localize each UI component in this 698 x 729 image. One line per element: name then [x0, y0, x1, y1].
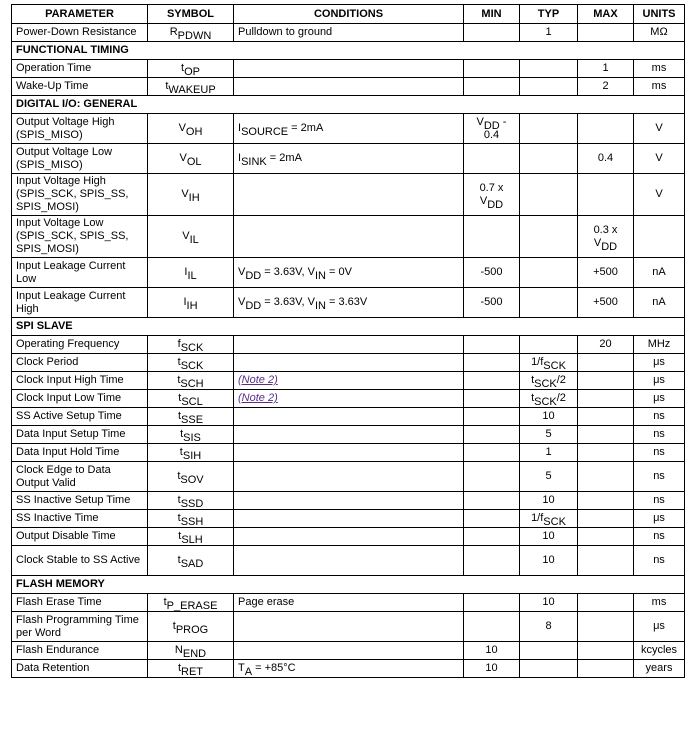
max-cell — [578, 492, 634, 510]
header-row — [12, 5, 685, 24]
typ-cell: 10 — [520, 546, 578, 576]
table-row — [12, 426, 685, 444]
symbol-cell: $t_{SCK}$ — [148, 354, 234, 372]
conditions-cell — [234, 408, 464, 426]
units-cell: V — [634, 114, 685, 144]
units-cell: nA — [634, 288, 685, 318]
conditions-cell — [234, 60, 464, 78]
typ-cell — [520, 144, 578, 174]
param-cell: Data Input Setup Time — [12, 426, 148, 444]
typ-cell: 10 — [520, 492, 578, 510]
max-cell — [578, 114, 634, 144]
symbol-cell: $V_{IH}$ — [148, 174, 234, 216]
param-cell: Operation Time — [12, 60, 148, 78]
table-row — [12, 528, 685, 546]
units-cell: ns — [634, 408, 685, 426]
min-cell: 10 — [464, 642, 520, 660]
max-cell — [578, 408, 634, 426]
units-cell: ms — [634, 594, 685, 612]
symbol-cell: $t_{OP}$ — [148, 60, 234, 78]
units-cell: μs — [634, 510, 685, 528]
param-cell: SS Active Setup Time — [12, 408, 148, 426]
typ-cell — [520, 174, 578, 216]
param-cell: Data Input Hold Time — [12, 444, 148, 462]
symbol-cell: $t_{SAD}$ — [148, 546, 234, 576]
max-cell — [578, 510, 634, 528]
symbol-cell: $t_{SCL}$ — [148, 390, 234, 408]
conditions-cell — [234, 390, 464, 408]
table-row — [12, 336, 685, 354]
typ-cell: $t_{SCK}/2$ — [520, 390, 578, 408]
units-cell: ns — [634, 462, 685, 492]
min-cell — [464, 144, 520, 174]
param-cell: Flash Programming Time per Word — [12, 612, 148, 642]
typ-cell — [520, 60, 578, 78]
symbol-cell: $I_{IH}$ — [148, 288, 234, 318]
table-row — [12, 288, 685, 318]
conditions-cell: $I_{SINK} = 2mA$ — [234, 144, 464, 174]
table-row — [12, 408, 685, 426]
units-cell: MΩ — [634, 24, 685, 42]
typ-cell — [520, 642, 578, 660]
max-cell — [578, 174, 634, 216]
max-cell — [578, 612, 634, 642]
max-cell — [578, 528, 634, 546]
max-cell: +500 — [578, 288, 634, 318]
units-cell — [634, 216, 685, 258]
units-cell: ms — [634, 60, 685, 78]
max-cell — [578, 24, 634, 42]
units-cell: MHz — [634, 336, 685, 354]
conditions-cell — [234, 462, 464, 492]
conditions-cell — [234, 174, 464, 216]
table-row — [12, 354, 685, 372]
conditions-cell — [234, 78, 464, 96]
typ-cell — [520, 336, 578, 354]
param-cell: Input Voltage Low (SPIS_SCK, SPIS_SS, SPIS_MOSI) — [12, 216, 148, 258]
param-cell: Output Voltage High (SPIS_MISO) — [12, 114, 148, 144]
min-cell — [464, 24, 520, 42]
units-cell: ns — [634, 492, 685, 510]
typ-cell: $1/f_{SCK}$ — [520, 510, 578, 528]
units-cell: μs — [634, 354, 685, 372]
symbol-cell: $R_{PDWN}$ — [148, 24, 234, 42]
symbol-cell: $t_{SIS}$ — [148, 426, 234, 444]
min-cell — [464, 492, 520, 510]
typ-cell: 10 — [520, 408, 578, 426]
max-cell: 1 — [578, 60, 634, 78]
conditions-cell — [234, 546, 464, 576]
conditions-cell — [234, 336, 464, 354]
conditions-cell — [234, 426, 464, 444]
typ-cell: 5 — [520, 462, 578, 492]
units-cell: ns — [634, 444, 685, 462]
note-2-link[interactable]: (Note 2) — [238, 392, 278, 404]
param-cell: Operating Frequency — [12, 336, 148, 354]
max-cell — [578, 372, 634, 390]
max-cell — [578, 354, 634, 372]
param-cell: Flash Endurance — [12, 642, 148, 660]
min-cell — [464, 390, 520, 408]
symbol-cell: $V_{OL}$ — [148, 144, 234, 174]
param-cell: Output Disable Time — [12, 528, 148, 546]
max-cell — [578, 462, 634, 492]
min-cell — [464, 372, 520, 390]
units-cell: ns — [634, 528, 685, 546]
param-cell: Input Leakage Current Low — [12, 258, 148, 288]
table-row — [12, 174, 685, 216]
min-cell — [464, 546, 520, 576]
conditions-cell — [234, 492, 464, 510]
header-typ: TYP — [520, 5, 578, 24]
typ-cell: $t_{SCK}/2$ — [520, 372, 578, 390]
min-cell — [464, 594, 520, 612]
typ-cell — [520, 114, 578, 144]
symbol-cell: $V_{OH}$ — [148, 114, 234, 144]
header-parameter: PARAMETER — [12, 5, 148, 24]
min-cell: 0.7 x $V_{DD}$ — [464, 174, 520, 216]
param-cell: Flash Erase Time — [12, 594, 148, 612]
section-row — [12, 576, 685, 594]
symbol-cell: $f_{SCK}$ — [148, 336, 234, 354]
header-units: UNITS — [634, 5, 685, 24]
symbol-cell: $t_{SSH}$ — [148, 510, 234, 528]
table-row — [12, 372, 685, 390]
param-cell: Clock Input High Time — [12, 372, 148, 390]
max-cell — [578, 390, 634, 408]
max-cell: +500 — [578, 258, 634, 288]
conditions-cell — [234, 354, 464, 372]
table-row — [12, 24, 685, 42]
section-heading: FLASH MEMORY — [12, 576, 685, 594]
conditions-cell: Page erase — [234, 594, 464, 612]
note-2-link[interactable]: (Note 2) — [238, 374, 278, 386]
min-cell: $V_{DD}$ - 0.4 — [464, 114, 520, 144]
typ-cell — [520, 78, 578, 96]
min-cell — [464, 354, 520, 372]
conditions-cell: Pulldown to ground — [234, 24, 464, 42]
symbol-cell: $t_{SLH}$ — [148, 528, 234, 546]
typ-cell: 10 — [520, 528, 578, 546]
conditions-cell — [234, 612, 464, 642]
units-cell: years — [634, 660, 685, 678]
spec-table — [11, 4, 685, 678]
table-row — [12, 642, 685, 660]
symbol-cell: $t_{P\_ERASE}$ — [148, 594, 234, 612]
param-cell: SS Inactive Setup Time — [12, 492, 148, 510]
typ-cell — [520, 288, 578, 318]
max-cell — [578, 444, 634, 462]
section-heading: FUNCTIONAL TIMING — [12, 42, 685, 60]
table-row — [12, 390, 685, 408]
units-cell: ns — [634, 426, 685, 444]
param-cell: Wake-Up Time — [12, 78, 148, 96]
conditions-cell — [234, 642, 464, 660]
param-cell: Clock Period — [12, 354, 148, 372]
table-row — [12, 594, 685, 612]
table-row — [12, 660, 685, 678]
param-cell: Output Voltage Low (SPIS_MISO) — [12, 144, 148, 174]
symbol-cell: $t_{PROG}$ — [148, 612, 234, 642]
table-row — [12, 612, 685, 642]
max-cell — [578, 660, 634, 678]
conditions-cell: $I_{SOURCE} = 2mA$ — [234, 114, 464, 144]
header-conditions: CONDITIONS — [234, 5, 464, 24]
header-symbol: SYMBOL — [148, 5, 234, 24]
max-cell — [578, 642, 634, 660]
min-cell — [464, 78, 520, 96]
min-cell: -500 — [464, 288, 520, 318]
min-cell — [464, 510, 520, 528]
min-cell — [464, 528, 520, 546]
units-cell: kcycles — [634, 642, 685, 660]
typ-cell — [520, 660, 578, 678]
units-cell: μs — [634, 390, 685, 408]
min-cell — [464, 444, 520, 462]
table-row — [12, 510, 685, 528]
symbol-cell: $t_{SSE}$ — [148, 408, 234, 426]
symbol-cell: $t_{SCH}$ — [148, 372, 234, 390]
symbol-cell: $V_{IL}$ — [148, 216, 234, 258]
table-row — [12, 462, 685, 492]
max-cell — [578, 426, 634, 444]
param-cell: Clock Edge to Data Output Valid — [12, 462, 148, 492]
section-row — [12, 318, 685, 336]
max-cell: 0.4 — [578, 144, 634, 174]
param-cell: Input Leakage Current High — [12, 288, 148, 318]
conditions-cell — [234, 444, 464, 462]
min-cell — [464, 336, 520, 354]
table-row — [12, 216, 685, 258]
max-cell: 2 — [578, 78, 634, 96]
max-cell: 20 — [578, 336, 634, 354]
typ-cell: 10 — [520, 594, 578, 612]
units-cell: ms — [634, 78, 685, 96]
symbol-cell: $t_{RET}$ — [148, 660, 234, 678]
param-cell: Power-Down Resistance — [12, 24, 148, 42]
param-cell: Data Retention — [12, 660, 148, 678]
units-cell: μs — [634, 612, 685, 642]
min-cell — [464, 612, 520, 642]
table-row — [12, 492, 685, 510]
section-row — [12, 42, 685, 60]
symbol-cell: $N_{END}$ — [148, 642, 234, 660]
conditions-cell — [234, 510, 464, 528]
param-cell: SS Inactive Time — [12, 510, 148, 528]
table-row — [12, 546, 685, 576]
units-cell: V — [634, 144, 685, 174]
units-cell: V — [634, 174, 685, 216]
min-cell — [464, 60, 520, 78]
min-cell — [464, 462, 520, 492]
units-cell: μs — [634, 372, 685, 390]
symbol-cell: $I_{IL}$ — [148, 258, 234, 288]
symbol-cell: $t_{WAKEUP}$ — [148, 78, 234, 96]
table-row — [12, 60, 685, 78]
section-heading: DIGITAL I/O: GENERAL — [12, 96, 685, 114]
section-heading: SPI SLAVE — [12, 318, 685, 336]
typ-cell: 8 — [520, 612, 578, 642]
param-cell: Clock Input Low Time — [12, 390, 148, 408]
section-row — [12, 96, 685, 114]
max-cell — [578, 546, 634, 576]
table-row — [12, 114, 685, 144]
table-row — [12, 78, 685, 96]
min-cell — [464, 426, 520, 444]
conditions-cell — [234, 372, 464, 390]
units-cell: nA — [634, 258, 685, 288]
typ-cell: $1/f_{SCK}$ — [520, 354, 578, 372]
conditions-cell — [234, 528, 464, 546]
typ-cell — [520, 216, 578, 258]
table-row — [12, 444, 685, 462]
typ-cell — [520, 258, 578, 288]
header-min: MIN — [464, 5, 520, 24]
min-cell — [464, 216, 520, 258]
conditions-cell: $V_{DD} = 3.63V$, $V_{IN} = 3.63V$ — [234, 288, 464, 318]
min-cell — [464, 408, 520, 426]
min-cell: -500 — [464, 258, 520, 288]
param-cell: Clock Stable to SS Active — [12, 546, 148, 576]
min-cell: 10 — [464, 660, 520, 678]
typ-cell: 1 — [520, 444, 578, 462]
symbol-cell: $t_{SIH}$ — [148, 444, 234, 462]
typ-cell: 1 — [520, 24, 578, 42]
symbol-cell: $t_{SOV}$ — [148, 462, 234, 492]
max-cell — [578, 594, 634, 612]
param-cell: Input Voltage High (SPIS_SCK, SPIS_SS, SPIS_MOSI) — [12, 174, 148, 216]
table-row — [12, 258, 685, 288]
header-max: MAX — [578, 5, 634, 24]
max-cell: 0.3 x $V_{DD}$ — [578, 216, 634, 258]
symbol-cell: $t_{SSD}$ — [148, 492, 234, 510]
units-cell: ns — [634, 546, 685, 576]
conditions-cell — [234, 216, 464, 258]
typ-cell: 5 — [520, 426, 578, 444]
conditions-cell: $V_{DD} = 3.63V$, $V_{IN} = 0V$ — [234, 258, 464, 288]
table-row — [12, 144, 685, 174]
conditions-cell: $T_A = +85^\circ C$ — [234, 660, 464, 678]
